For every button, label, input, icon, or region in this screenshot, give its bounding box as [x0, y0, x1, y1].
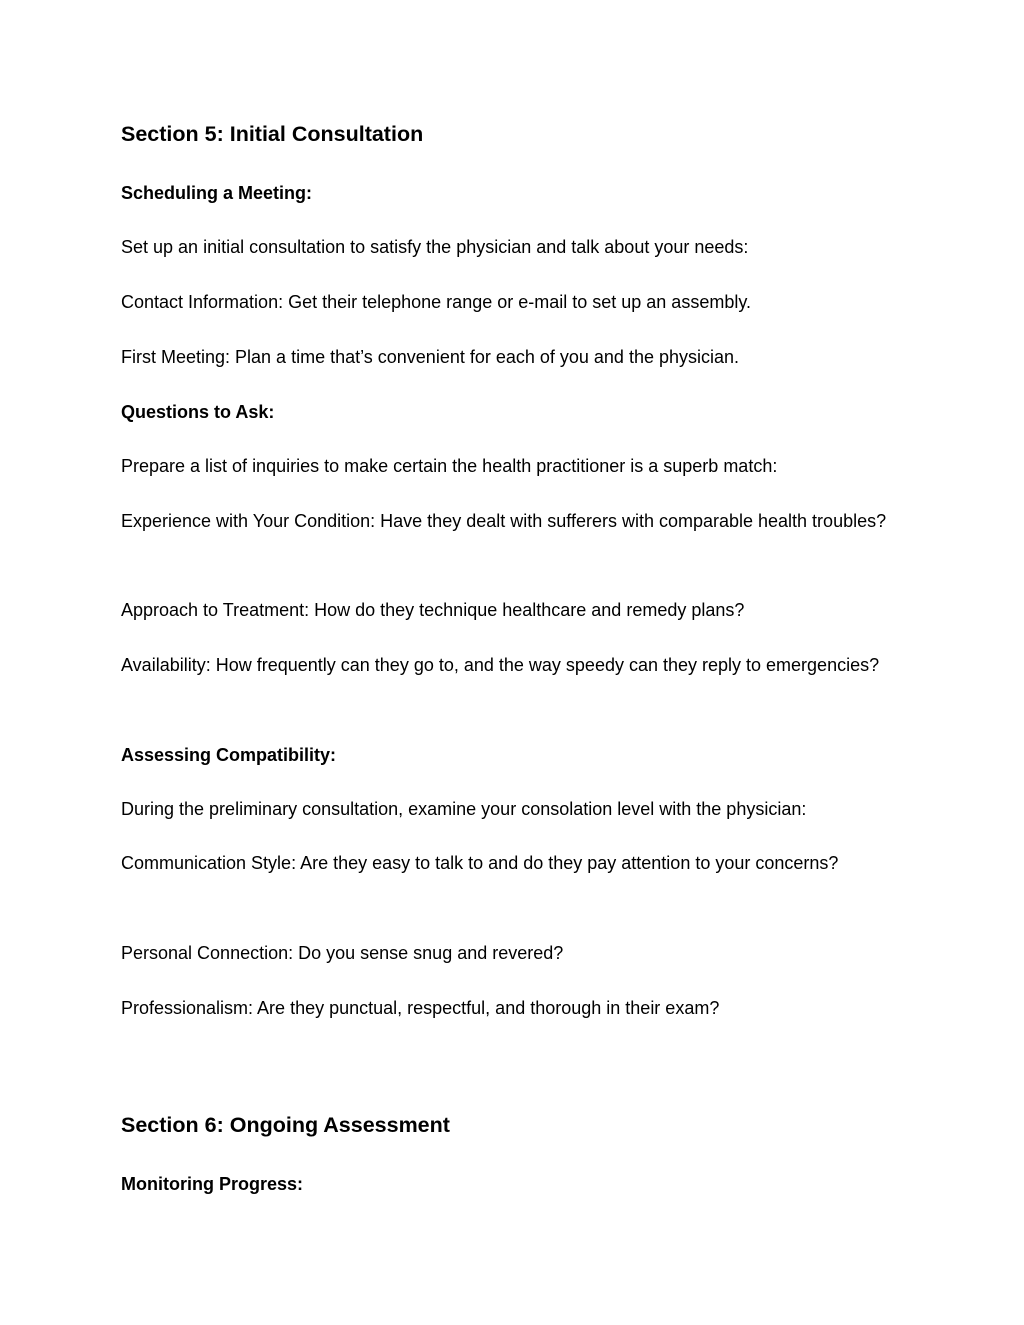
scheduling-intro-paragraph: Set up an initial consultation to satisfy the physician and talk about your needs:: [121, 237, 749, 257]
section-5-title: Section 5: Initial Consultation: [121, 122, 424, 146]
experience-paragraph: Experience with Your Condition: Have they dealt with sufferers with comparable health troubles?: [121, 511, 887, 531]
professionalism-paragraph: Professionalism: Are they punctual, respectful, and thorough in their exam?: [121, 998, 720, 1018]
compatibility-intro-paragraph: During the preliminary consultation, examine your consolation level with the physician:: [121, 799, 807, 819]
questions-intro-paragraph: Prepare a list of inquiries to make certain the health practitioner is a superb match:: [121, 456, 778, 476]
availability-paragraph: Availability: How frequently can they go to, and the way speedy can they reply to emergencies?: [121, 655, 880, 675]
scheduling-heading: Scheduling a Meeting:: [121, 183, 313, 203]
first-meeting-paragraph: First Meeting: Plan a time that’s convenient for each of you and the physician.: [121, 347, 740, 367]
approach-paragraph: Approach to Treatment: How do they technique healthcare and remedy plans?: [121, 600, 745, 620]
compatibility-heading: Assessing Compatibility:: [121, 745, 337, 765]
questions-heading: Questions to Ask:: [121, 402, 275, 422]
personal-connection-paragraph: Personal Connection: Do you sense snug and revered?: [121, 943, 564, 963]
communication-paragraph: Communication Style: Are they easy to talk to and do they pay attention to your concerns?: [121, 853, 839, 873]
contact-info-paragraph: Contact Information: Get their telephone range or e-mail to set up an assembly.: [121, 292, 751, 312]
section-6-title: Section 6: Ongoing Assessment: [121, 1113, 450, 1137]
monitoring-heading: Monitoring Progress:: [121, 1174, 304, 1194]
